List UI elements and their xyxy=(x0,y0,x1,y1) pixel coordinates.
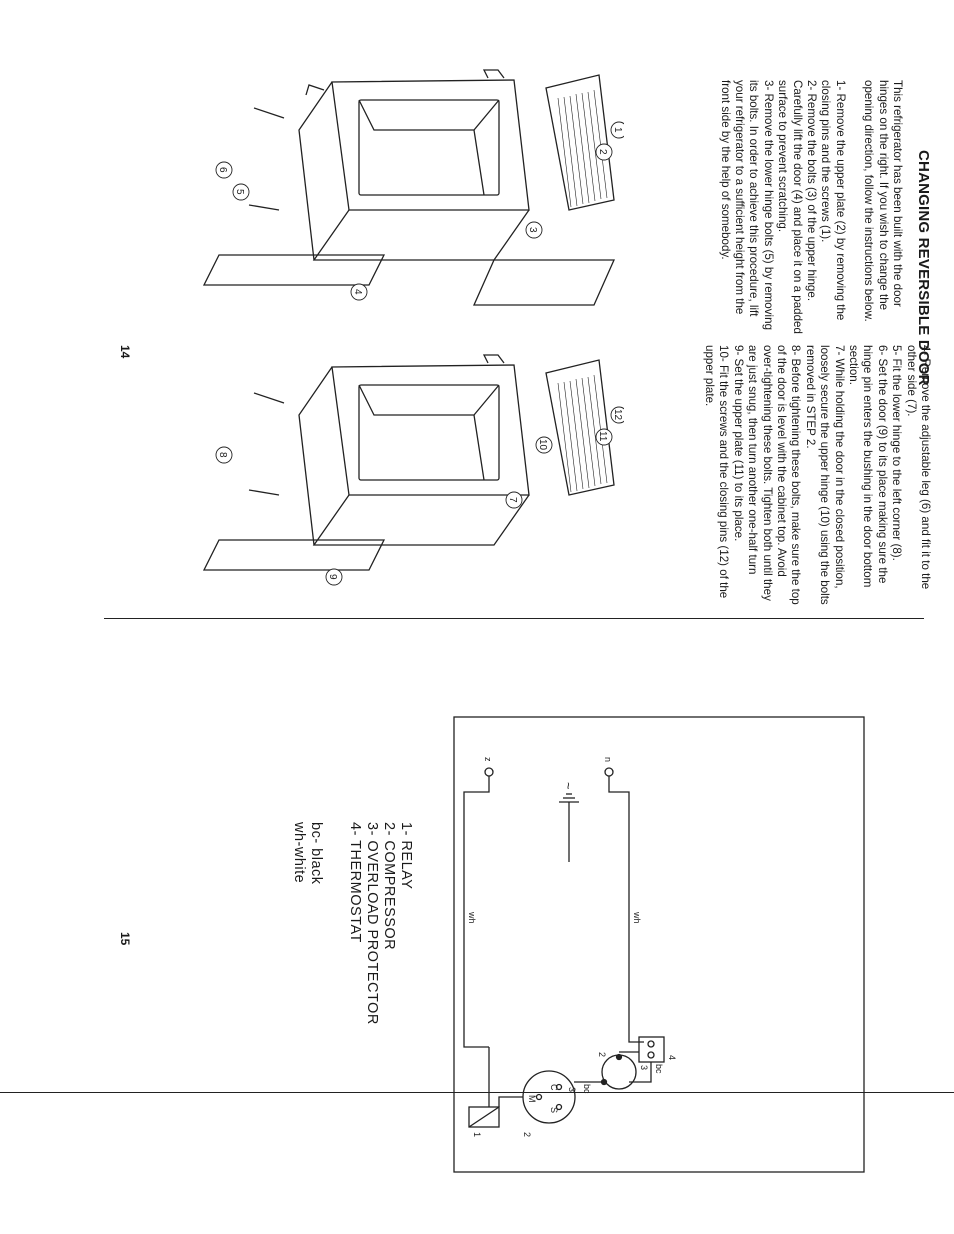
steps-right-column xyxy=(702,345,933,605)
intro-text: This refrigerator has been built with the door hinges on the right. If you wish to change the opening direction, follow the instructions below. xyxy=(862,80,904,322)
lower-hinge-bolt xyxy=(254,108,284,118)
label-bc-2: bc xyxy=(582,1084,592,1094)
step-9: 9- Set the upper plate (11) to its place. xyxy=(731,345,745,542)
terminal-2a: 2 xyxy=(597,1052,607,1058)
label-tilde: ~ xyxy=(561,782,576,790)
step-1: 1- Remove the upper plate (2) by removing the closing pins and the screws (1). xyxy=(819,80,847,321)
door-refit-illustration xyxy=(194,345,624,635)
page-number-14: 14 xyxy=(118,345,132,359)
page-number-15: 15 xyxy=(118,932,132,946)
cabinet-opening xyxy=(359,100,499,195)
label-bc-1: bc xyxy=(654,1064,664,1074)
step-4: 4- Remove the adjustable leg (6) and fit it to the other side (7). xyxy=(904,345,932,590)
callout-9: 9 xyxy=(327,574,338,580)
intro-paragraph xyxy=(717,80,904,335)
callout-5: 5 xyxy=(234,189,245,195)
legend-relay: 1- RELAY xyxy=(398,822,414,890)
label-wh-top: wh xyxy=(632,912,642,924)
cabinet-side xyxy=(314,210,529,260)
page-title: CHANGING REVERSIBLE DOOR xyxy=(915,150,932,386)
step-7: 7- While holding the door in the closed position, loosely secure the upper hinge (10) using the bolts removed in STEP 2. xyxy=(803,345,846,605)
wire-white-top xyxy=(609,776,644,1042)
wiring-diagram xyxy=(449,712,869,1182)
upper-plate xyxy=(546,360,614,495)
callout-6: 6 xyxy=(217,167,228,173)
callout-11: 11 xyxy=(597,431,608,442)
wire-abbreviation-legend xyxy=(290,822,324,885)
page-divider xyxy=(104,618,924,619)
callout-7: 7 xyxy=(507,497,518,503)
step-10: 10- Fit the screws and the closing pins (12) of the upper plate. xyxy=(702,345,731,599)
terminal-2b: 2 xyxy=(522,1132,532,1138)
legend-thermostat: 4- THERMOSTAT xyxy=(347,822,363,943)
terminal-1: 1 xyxy=(472,1132,482,1138)
label-wh-bottom: wh xyxy=(467,912,477,924)
door-removal-illustration xyxy=(194,60,624,350)
terminal-3a: 3 xyxy=(639,1065,649,1071)
callout-10: 10 xyxy=(537,439,548,451)
abbrev-white: wh-white xyxy=(291,822,307,884)
terminal-n xyxy=(605,768,613,776)
callout-4: 4 xyxy=(352,289,363,295)
callout-1: 1 xyxy=(612,127,623,133)
upper-hinge xyxy=(484,70,504,78)
step-2: 2- Remove the bolts (3) of the upper hinge. Carefully lift the door (4) and place it on a padded surface to prevent scratching. xyxy=(776,80,818,334)
terminal-3b: 3 xyxy=(567,1087,577,1093)
callout-8: 8 xyxy=(217,452,228,458)
callout-3: 3 xyxy=(527,227,538,233)
terminal-z xyxy=(485,768,493,776)
label-n: n xyxy=(603,757,613,763)
upper-plate xyxy=(546,75,614,210)
step-5: 5- Fit the lower hinge to the left corner (8). xyxy=(890,345,904,561)
callout-2: 2 xyxy=(597,149,608,155)
step-3: 3- Remove the lower hinge bolts (5) by removing its bolts. In order to achieve this procedure, lift your refrigerator to a sufficient height from the front side by the help of somebody. xyxy=(718,80,775,331)
component-legend xyxy=(346,822,414,1025)
terminal-m: M xyxy=(527,1095,537,1103)
step-8: 8- Before tightening these bolts, make sure the top of the door is level with the cabinet top. Avoid over-tightening these bolts. Tighten both until they are just snug, then turn another one-half turn xyxy=(746,345,803,605)
terminal-c: C xyxy=(549,1084,559,1091)
adjustable-leg xyxy=(249,205,279,210)
label-z: z xyxy=(483,757,493,762)
terminal-s: S xyxy=(549,1107,559,1114)
legend-overload-protector: 3- OVERLOAD PROTECTOR xyxy=(364,822,380,1025)
abbrev-black: bc- black xyxy=(308,822,324,885)
step-6: 6- Set the door (9) to its place making sure the hinge pin enters the bushing in the door bottom section. xyxy=(846,345,889,588)
callout-12: 12 xyxy=(612,409,623,421)
terminal-4: 4 xyxy=(667,1055,677,1061)
diagram-frame xyxy=(454,717,864,1172)
legend-compressor: 2- COMPRESSOR xyxy=(381,822,397,951)
